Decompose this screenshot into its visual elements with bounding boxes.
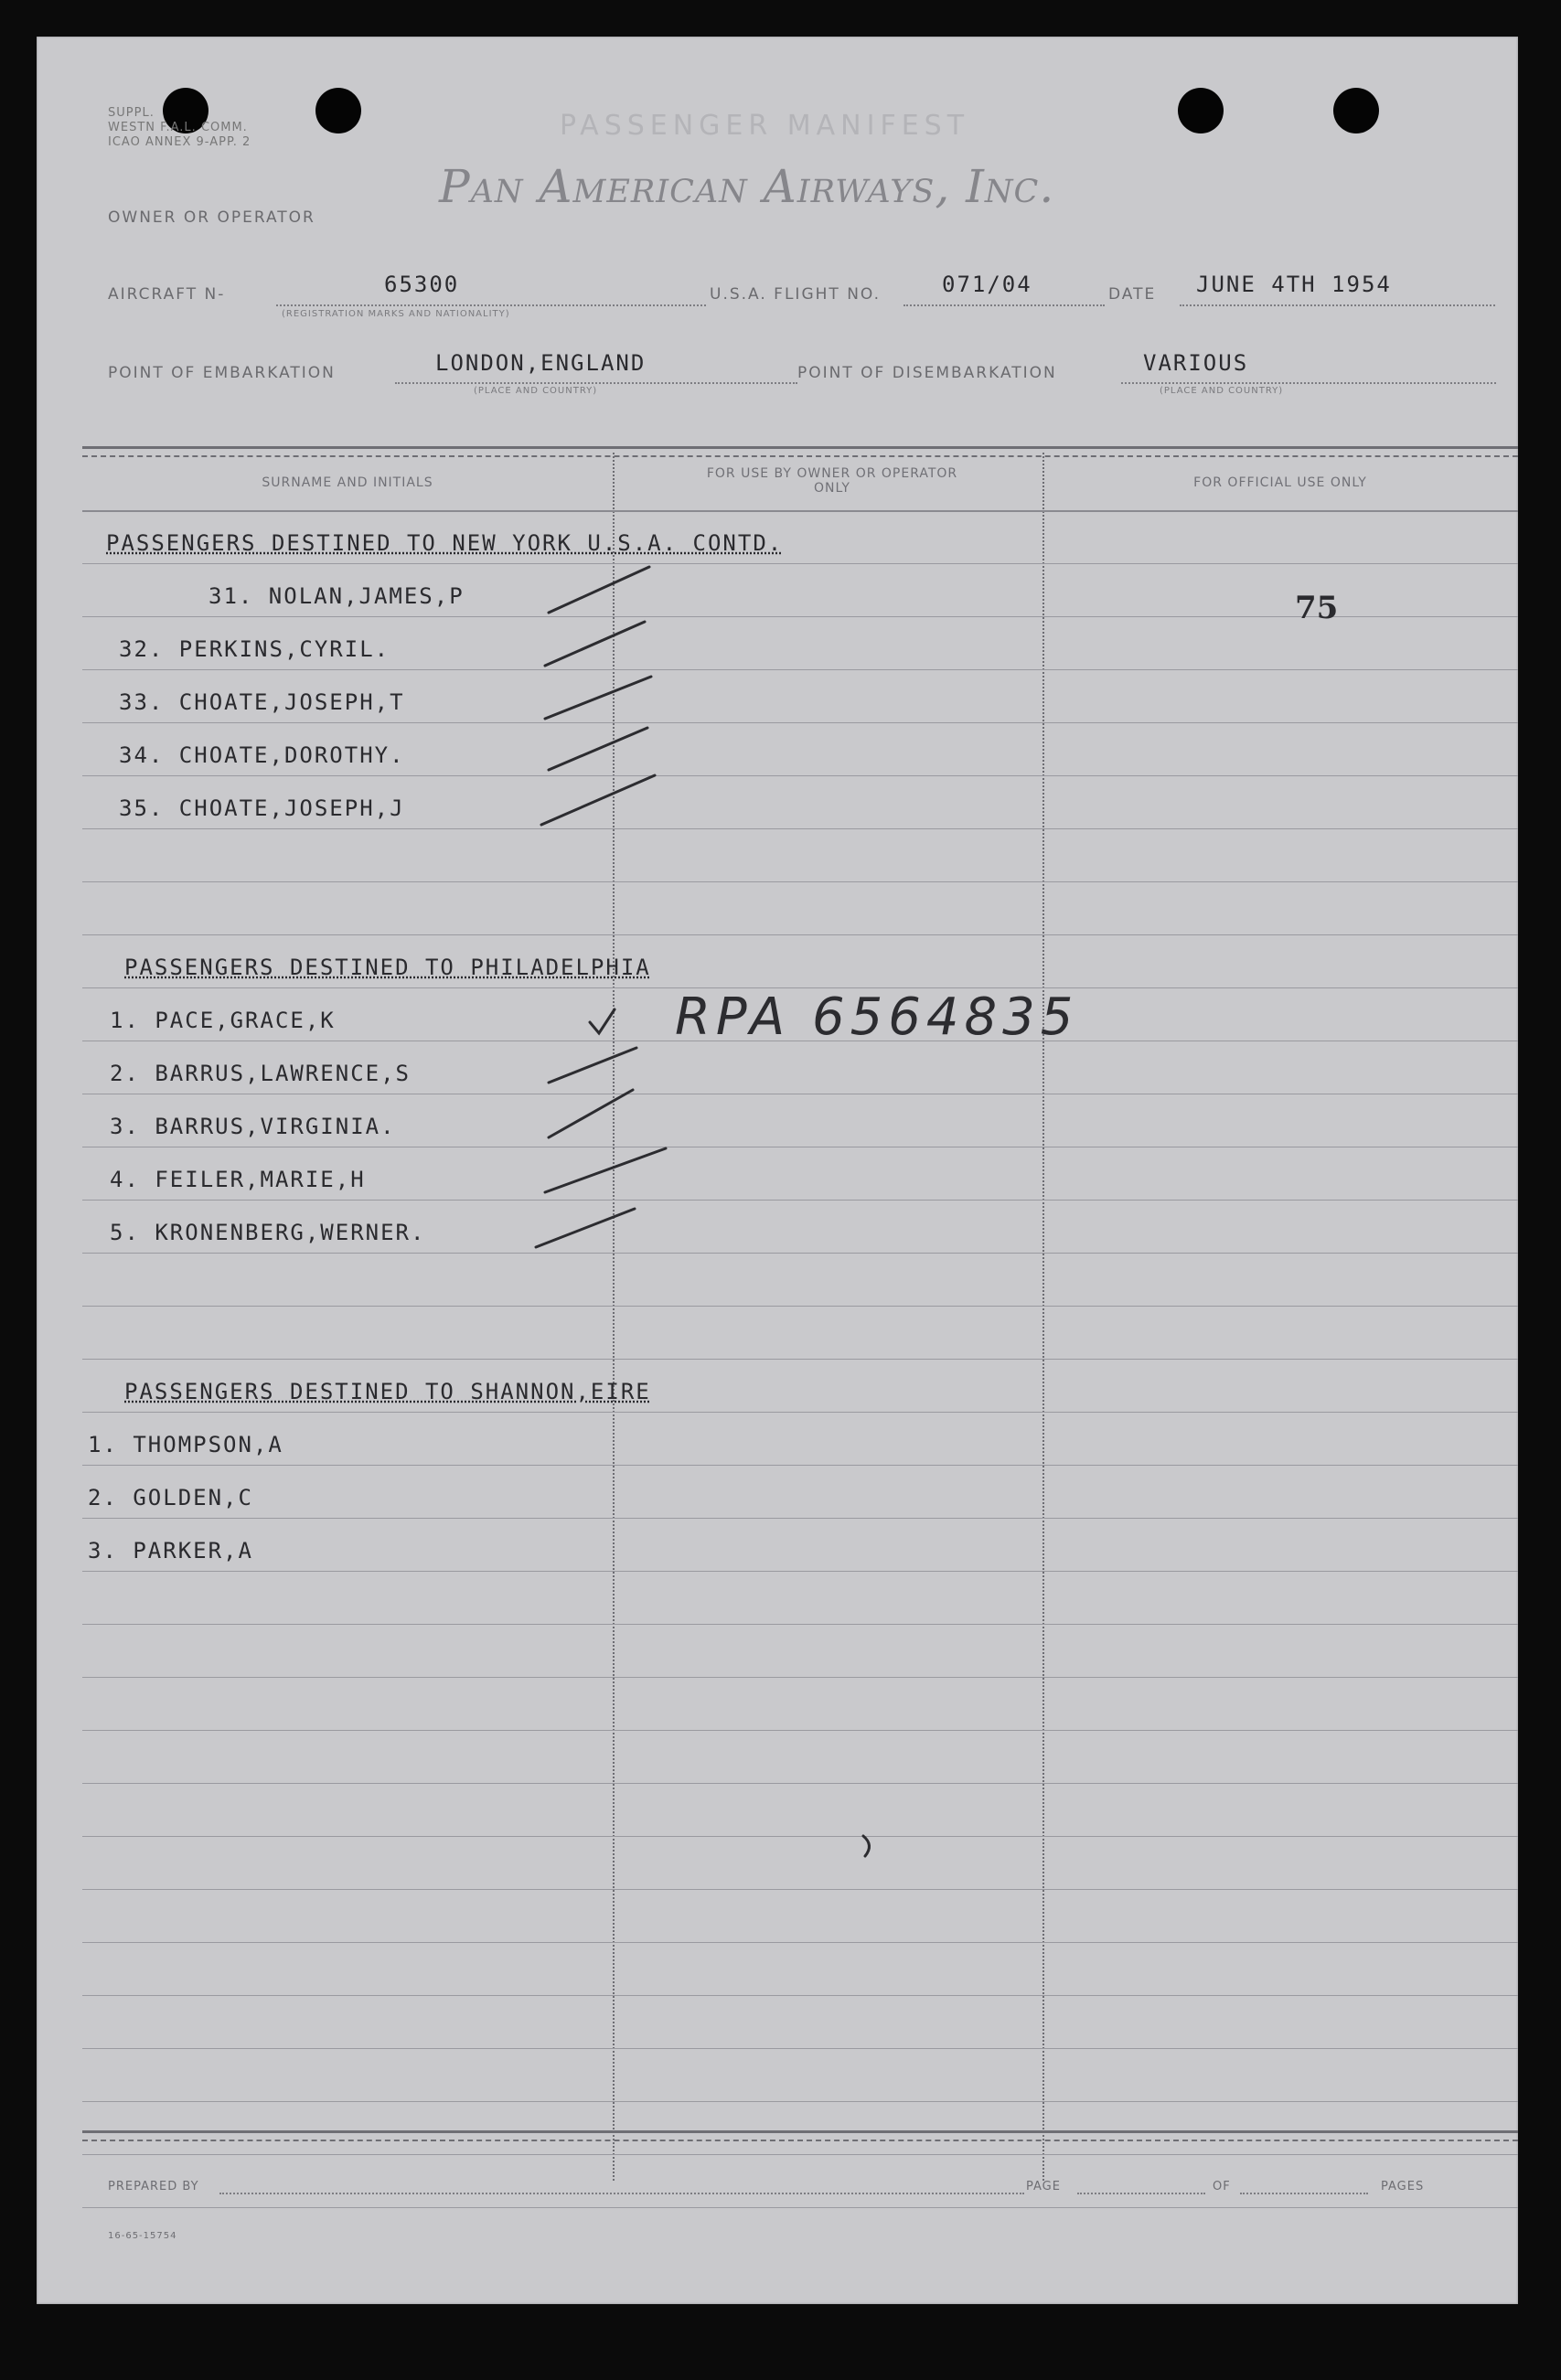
date-label: DATE: [1108, 285, 1157, 304]
check-mark: [545, 622, 645, 666]
manifest-form: [37, 37, 1518, 2304]
passenger-row: 32. PERKINS,CYRIL.: [119, 636, 390, 662]
disembarkation-caption: (PLACE AND COUNTRY): [1160, 386, 1284, 396]
form-ref-line: WESTN F.A.L. COMM.: [108, 121, 248, 134]
passenger-row: 1. THOMPSON,A: [88, 1432, 283, 1457]
form-ref-line: ICAO ANNEX 9-APP. 2: [108, 135, 251, 149]
handwritten-reference: RPA 6564835: [675, 987, 1079, 1047]
embarkation-label: POINT OF EMBARKATION: [108, 364, 336, 382]
official-count: 75: [1295, 590, 1339, 626]
aircraft-number: 65300: [384, 272, 460, 297]
passenger-row: 33. CHOATE,JOSEPH,T: [119, 689, 405, 715]
passenger-row: 2. BARRUS,LAWRENCE,S: [110, 1061, 411, 1086]
disembarkation-label: POINT OF DISEMBARKATION: [797, 364, 1057, 382]
aircraft-label: AIRCRAFT N-: [108, 285, 226, 304]
form-title: PASSENGER MANIFEST: [560, 110, 970, 142]
check-mark: [536, 1209, 635, 1247]
check-mark: [549, 1048, 636, 1083]
operator-name: Pan American Airways, Inc.: [439, 160, 1055, 213]
section-title-philadelphia: PASSENGERS DESTINED TO PHILADELPHIA: [124, 955, 651, 980]
flight-number: 071/04: [942, 272, 1032, 297]
embarkation-point: LONDON,ENGLAND: [435, 350, 647, 376]
of-label: OF: [1213, 2180, 1231, 2193]
aircraft-caption: (REGISTRATION MARKS AND NATIONALITY): [282, 309, 510, 319]
prepared-by-underline: [219, 2193, 1024, 2194]
table-bottom-rule: [82, 2130, 1518, 2141]
section-title-new-york: PASSENGERS DESTINED TO NEW YORK U.S.A. CONTD.: [106, 530, 784, 556]
passenger-row: 31. NOLAN,JAMES,P: [208, 583, 465, 609]
check-mark: [541, 775, 655, 825]
form-ref-line: SUPPL.: [108, 106, 155, 120]
page-underline: [1077, 2193, 1205, 2194]
passenger-row: 2. GOLDEN,C: [88, 1485, 253, 1510]
section-title-shannon: PASSENGERS DESTINED TO SHANNON,EIRE: [124, 1379, 651, 1404]
check-mark: [549, 728, 647, 770]
passenger-row: 4. FEILER,MARIE,H: [110, 1167, 366, 1192]
check-mark: [590, 1009, 615, 1033]
passenger-row: 35. CHOATE,JOSEPH,J: [119, 795, 405, 821]
passenger-row: 34. CHOATE,DOROTHY.: [119, 742, 405, 768]
column-header-operator: FOR USE BY OWNER OR OPERATOR ONLY: [706, 466, 958, 496]
passenger-row: 3. PARKER,A: [88, 1538, 253, 1564]
column-header-name: SURNAME AND INITIALS: [262, 475, 433, 490]
form-code: 16-65-15754: [108, 2231, 177, 2241]
passenger-row: 3. BARRUS,VIRGINIA.: [110, 1114, 396, 1139]
passenger-row: 5. KRONENBERG,WERNER.: [110, 1220, 426, 1245]
embarkation-caption: (PLACE AND COUNTRY): [474, 386, 598, 396]
flight-label: U.S.A. FLIGHT NO.: [710, 285, 881, 304]
check-mark: [545, 1148, 666, 1192]
check-mark: [549, 567, 649, 613]
stray-pen-mark: [863, 1836, 870, 1856]
pages-label: PAGES: [1381, 2180, 1425, 2193]
check-marks: [37, 37, 1518, 2304]
column-header-official: FOR OFFICIAL USE ONLY: [1193, 475, 1367, 490]
check-mark: [545, 677, 651, 719]
check-mark: [549, 1090, 633, 1137]
disembarkation-point: VARIOUS: [1143, 350, 1249, 376]
flight-date: JUNE 4TH 1954: [1196, 272, 1392, 297]
owner-label: OWNER OR OPERATOR: [108, 208, 315, 227]
passenger-row: 1. PACE,GRACE,K: [110, 1008, 336, 1033]
of-underline: [1240, 2193, 1368, 2194]
page-label: PAGE: [1026, 2180, 1061, 2193]
prepared-by-label: PREPARED BY: [108, 2180, 199, 2193]
